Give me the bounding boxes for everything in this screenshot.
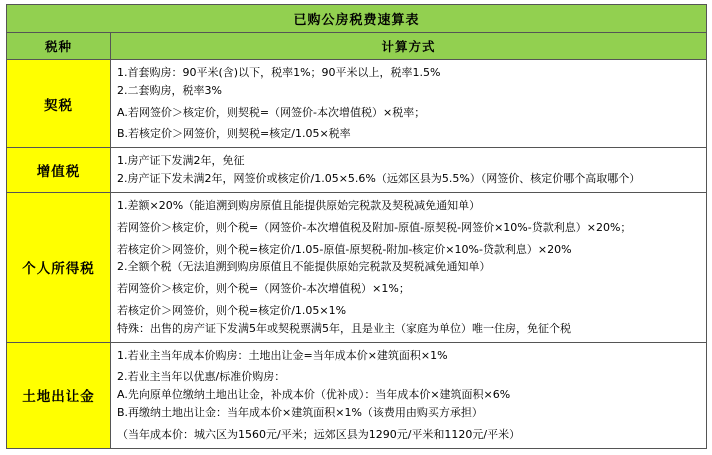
- content-vat: [111, 148, 707, 193]
- tax-fee-table: [6, 4, 707, 449]
- category-vat: 增值税: [7, 148, 111, 193]
- text-line: A.若网签价＞核定价，则契税=（网签价-本次增值税）×税率；: [117, 105, 426, 119]
- text-line: B.再缴纳土地出让金：当年成本价×建筑面积×1%（该费用由购买方承担）: [117, 406, 483, 419]
- table-row: [7, 148, 707, 193]
- header-calculation-method: 计算方式: [111, 33, 707, 60]
- text-line: 2.二套购房，税率3%: [117, 83, 222, 97]
- content-deed-tax: [111, 60, 707, 148]
- text-line: （当年成本价：城六区为1560元/平米；远郊区县为1290元/平米和1120元/平米）: [117, 427, 521, 441]
- text-line: 1.若业主当年成本价购房：土地出让金=当年成本价×建筑面积×1%: [117, 348, 448, 362]
- category-deed-tax: 契税: [7, 60, 111, 148]
- page-title: 已购公房税费速算表: [7, 5, 707, 33]
- content-land-transfer-fee: [111, 342, 707, 448]
- text-line: 2.全额个税（无法追溯到购房原值且不能提供原始完税款及契税减免通知单）: [117, 260, 491, 274]
- table-row: [7, 342, 707, 448]
- table-row: [7, 192, 707, 342]
- text-line: 若网签价＞核定价，则个税=（网签价-本次增值税及附加-原值-原契税-网签价×10%-贷款利息）×20%；: [117, 220, 632, 234]
- text-line: 1.差额×20%（能追溯到购房原值且能提供原始完税款及契税减免通知单）: [117, 198, 481, 212]
- text-line: 2.房产证下发未满2年，网签价或核定价/1.05×5.6%（远郊区县为5.5%）（网签价、核定价哪个高取哪个）: [117, 172, 641, 186]
- table-row: [7, 60, 707, 148]
- text-line: 2.若业主当年以优惠/标准价购房：: [117, 370, 286, 384]
- text-line: 若核定价＞网签价，则个税=核定价/1.05×1%: [117, 303, 347, 317]
- text-line: 1.房产证下发满2年，免征: [117, 154, 245, 168]
- table-title-row: [7, 5, 707, 33]
- text-line: 若核定价＞网签价，则个税=核定价/1.05-原值-原契税-附加-核定价×10%-贷款利息）×20%: [117, 242, 572, 256]
- text-line: 特殊：出售的房产证下发满5年或契税票满5年，且是业主（家庭为单位）唯一住房，免征个税: [117, 321, 571, 335]
- text-line: B.若核定价＞网签价，则契税=核定/1.05×税率: [117, 127, 351, 141]
- header-tax-type: 税种: [7, 33, 111, 60]
- text-line: 1.首套购房：90平米(含)以下，税率1%；90平米以上，税率1.5%: [117, 66, 441, 79]
- category-individual-income-tax: 个人所得税: [7, 192, 111, 342]
- content-individual-income-tax: [111, 192, 707, 342]
- document-sheet: [6, 0, 706, 449]
- text-line: 若网签价＞核定价，则个税=（网签价-本次增值税）×1%；: [117, 282, 410, 296]
- category-land-transfer-fee: 土地出让金: [7, 342, 111, 448]
- text-line: A.先向原单位缴纳土地出让金，补成本价（优补成）：当年成本价×建筑面积×6%: [117, 388, 511, 402]
- table-header-row: [7, 33, 707, 60]
